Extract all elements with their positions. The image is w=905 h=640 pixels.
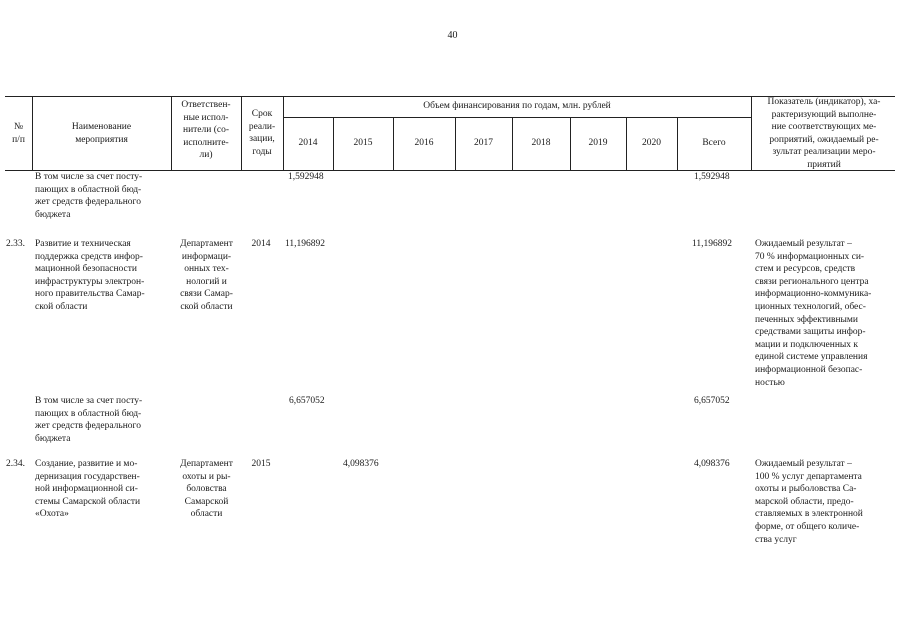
row-term: 2015 (251, 459, 271, 469)
row-value-total: 11,196892 (692, 239, 733, 249)
row-value-2014: 6,657052 (289, 396, 325, 406)
row-value-2014: 11,196892 (285, 239, 326, 249)
header-total: Всего (702, 138, 726, 148)
row-indicator: Ожидаемый результат – 70 % информационных си- стем и ресурсов, средств связи регионального центра информационно-коммуника- ционных технологий, обес- печенных эффективными средствами защиты инфор- мации и подключенных к единой системе управления информационной безопас- ностью (755, 239, 872, 388)
row-name: Создание, развитие и мо- дернизация государствен- ной информационной си- стемы Самарской области «Охота» (35, 459, 141, 520)
row-value-2015: 4,098376 (343, 459, 379, 469)
row-value-2014: 1,592948 (288, 172, 324, 182)
row-num: 2.34. (6, 459, 25, 469)
header-year: 2018 (531, 138, 551, 148)
row-value-total: 6,657052 (694, 396, 730, 406)
row-name: Развитие и техническая поддержка средств инфор- мационной безопасности инфраструктуры электрон- ного правительства Самар- ской области (35, 239, 145, 312)
page-number: 40 (447, 30, 458, 41)
header-year: 2015 (353, 138, 373, 148)
header-year: 2016 (414, 138, 434, 148)
row-name: В том числе за счет посту- пающих в областной бюд- жет средств федерального бюджета (35, 396, 143, 444)
row-value-total: 4,098376 (694, 459, 730, 469)
row-term: 2014 (251, 239, 271, 249)
header-year: 2017 (474, 138, 493, 148)
row-executor: Департамент информаци- онных тех- нологий и связи Самар- ской области (180, 239, 233, 312)
header-year: 2014 (298, 138, 318, 148)
header-executor: Ответствен- ные испол- нители (со- исполните- ли) (181, 100, 231, 161)
header-num: № п/п (12, 122, 25, 145)
row-executor: Департамент охоты и ры- боловства Самарской области (180, 459, 233, 520)
years-header-divider (283, 117, 751, 118)
header-financing: Объем финансирования по годам, млн. рублей (423, 101, 611, 111)
col-divider (751, 96, 752, 170)
header-term: Срок реали- зации, годы (248, 109, 276, 157)
header-indicator: Показатель (индикатор), ха- рактеризующий выполне- ние соответствующих ме- роприятий, ожидаемый ре- зультат реализации меро- приятий (767, 97, 881, 170)
row-name: В том числе за счет посту- пающих в областной бюд- жет средств федерального бюджета (35, 172, 143, 220)
row-value-total: 1,592948 (694, 172, 730, 182)
header-name: Наименование мероприятия (71, 122, 132, 145)
row-indicator: Ожидаемый результат – 100 % услуг департамента охоты и рыболовства Са- марской области, предо- ставляемых в электронной форме, от общего количе- ства услуг (755, 459, 863, 545)
row-num: 2.33. (6, 239, 25, 249)
header-year: 2020 (642, 138, 661, 148)
header-year: 2019 (588, 138, 608, 148)
